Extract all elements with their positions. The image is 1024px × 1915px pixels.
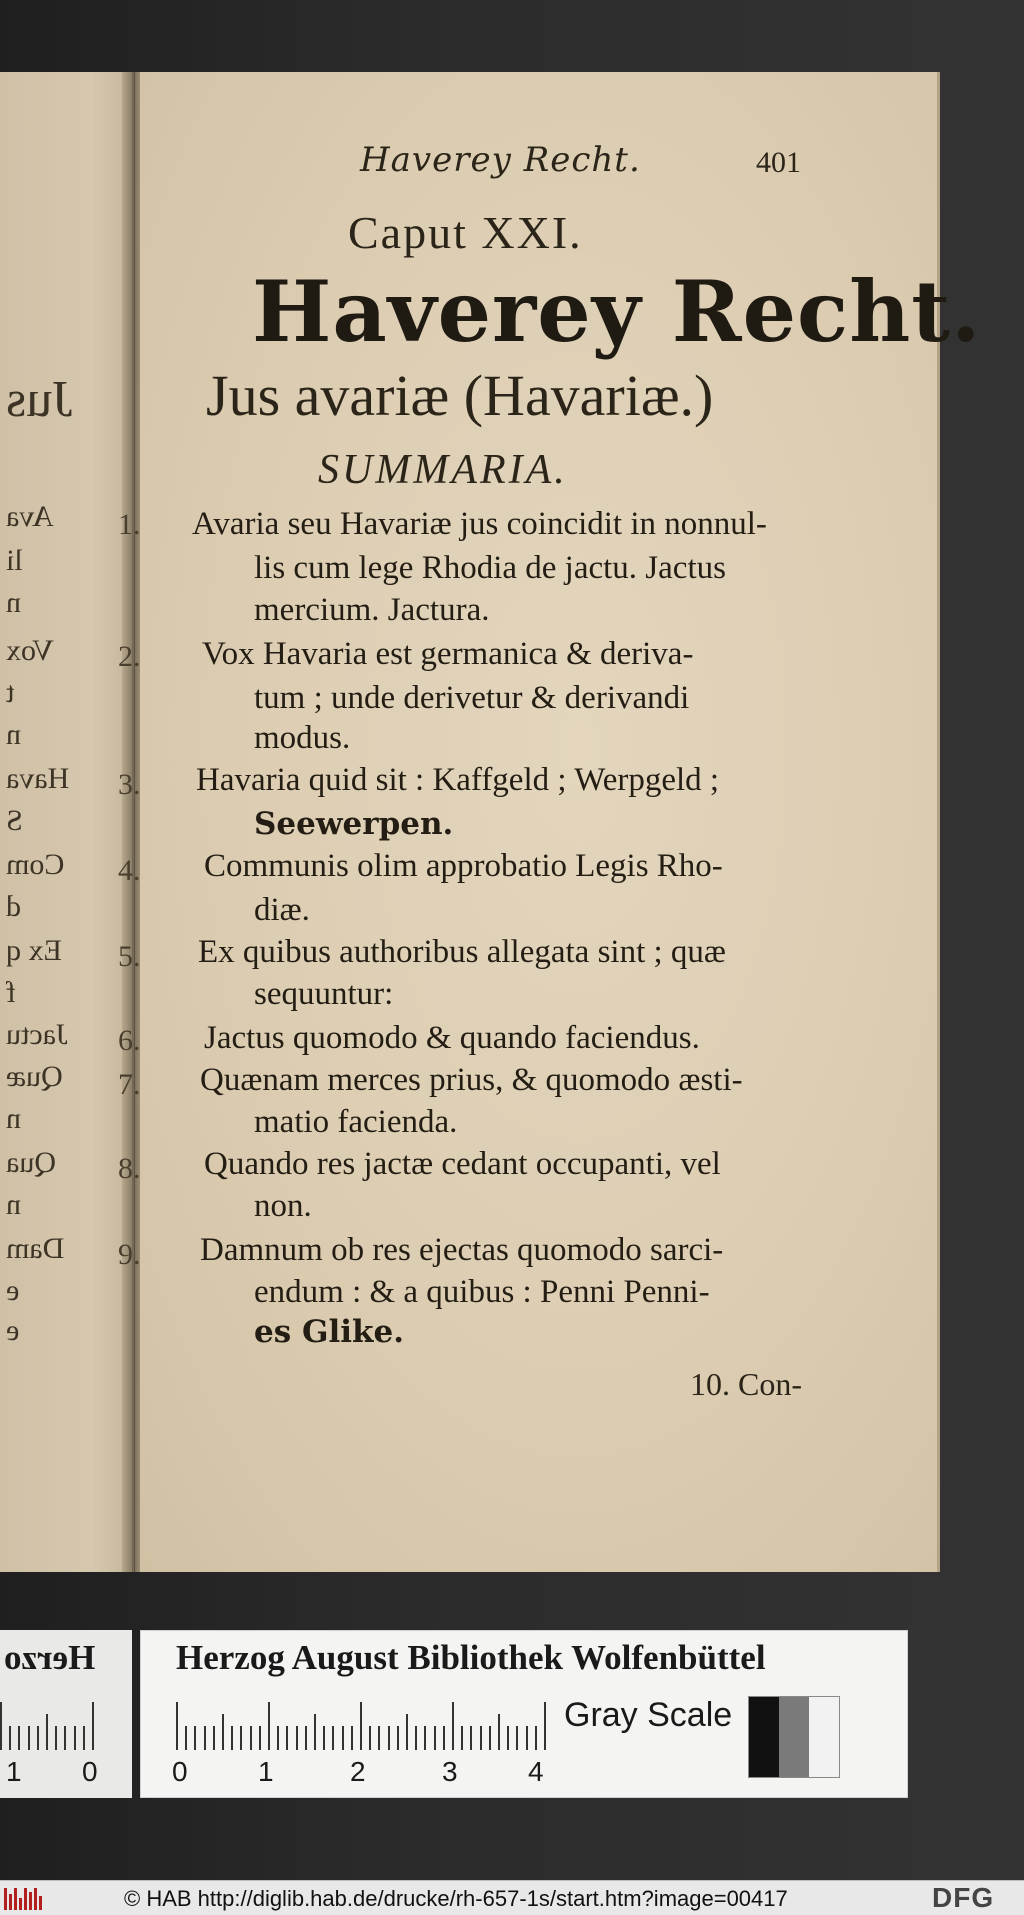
ruler-tick [296, 1726, 298, 1750]
ruler-tick [305, 1726, 307, 1750]
ruler-tick [74, 1726, 76, 1750]
ruler-tick [46, 1714, 48, 1750]
ruler-tick [544, 1702, 546, 1750]
ruler-tick [314, 1714, 316, 1750]
ruler-tick [351, 1726, 353, 1750]
ruler-tick [415, 1726, 417, 1750]
ruler-tick [470, 1726, 472, 1750]
ruler-tick [535, 1726, 537, 1750]
left-page-text-fragment: Jus [6, 371, 73, 428]
ruler-number-left: 1 [6, 1756, 22, 1787]
ruler-tick [397, 1726, 399, 1750]
left-page-text-fragment: f [6, 976, 16, 1009]
ruler-tick [55, 1726, 57, 1750]
ruler-tick [424, 1726, 426, 1750]
ruler-tick [323, 1726, 325, 1750]
ruler-tick [194, 1726, 196, 1750]
ruler-tick [28, 1726, 30, 1750]
left-page-text-fragment: Ex q [6, 934, 62, 967]
measurement-ruler-left [0, 1700, 100, 1750]
left-page-text-fragment: n [6, 718, 21, 751]
entry-line: Havaria quid sit : Kaffgeld ; Werpgeld ; [196, 762, 720, 798]
entry-line: Damnum ob res ejectas quomodo sarci- [200, 1232, 724, 1268]
left-page-text-fragment: Qua [6, 1146, 56, 1179]
entry-number: 5. [118, 940, 141, 973]
entry-line: modus. [254, 720, 351, 756]
ruler-tick [64, 1726, 66, 1750]
entry-line: tum ; unde derivetur & derivandi [254, 680, 690, 716]
ruler-tick [185, 1726, 187, 1750]
chapter-heading: Caput XXI. [348, 207, 583, 258]
binding-line [134, 72, 135, 1572]
entry-line: Vox Havaria est germanica & deriva- [202, 636, 694, 672]
entry-line: Quando res jactæ cedant occupanti, vel [204, 1146, 721, 1182]
gray-scale-swatches [748, 1696, 840, 1778]
ruler-tick [0, 1702, 2, 1750]
ruler-number: 4 [528, 1756, 544, 1787]
ruler-tick [286, 1726, 288, 1750]
left-page-text-fragment: S [6, 804, 23, 837]
ruler-tick [204, 1726, 206, 1750]
entry-number: 9. [118, 1238, 141, 1271]
entry-number: 7. [118, 1068, 141, 1101]
entry-line: Seewerpen. [254, 806, 454, 842]
left-page-text-fragment: Ava [6, 500, 54, 533]
summary-heading: SUMMARIA. [318, 447, 568, 493]
ruler-tick [369, 1726, 371, 1750]
ruler-tick [498, 1714, 500, 1750]
chapter-title: Haverey Recht. [252, 262, 982, 361]
entry-number: 6. [118, 1024, 141, 1057]
ruler-tick [388, 1726, 390, 1750]
left-page-text-fragment: d [6, 890, 21, 923]
left-page-text-fragment: Jactu [6, 1018, 68, 1051]
ruler-tick [277, 1726, 279, 1750]
gray-scale-label: Gray Scale [564, 1696, 733, 1734]
ruler-tick [83, 1726, 85, 1750]
entry-line: Communis olim approbatio Legis Rho- [204, 848, 723, 884]
institution-name-left: Herzo [4, 1638, 96, 1677]
entry-line: matio facienda. [254, 1104, 458, 1140]
ruler-number: 3 [442, 1756, 458, 1787]
left-page-text-fragment: Hava [6, 762, 70, 795]
running-header: Haverey Recht. [360, 140, 641, 180]
left-page-text-fragment: Quæ [6, 1060, 63, 1093]
ruler-tick [443, 1726, 445, 1750]
ruler-tick [360, 1702, 362, 1750]
entry-line: Avaria seu Havariæ jus coincidit in nonnul- [192, 506, 767, 542]
ruler-tick [176, 1702, 178, 1750]
left-page-text-fragment: t [6, 676, 15, 709]
ruler-tick [526, 1726, 528, 1750]
entry-line: Ex quibus authoribus allegata sint ; quæ [198, 934, 726, 970]
page-number: 401 [756, 146, 801, 179]
entry-line: Jactus quomodo & quando faciendus. [204, 1020, 700, 1056]
ruler-tick [332, 1726, 334, 1750]
entry-line: es Glike. [254, 1314, 404, 1350]
ruler-tick [240, 1726, 242, 1750]
ruler-tick [489, 1726, 491, 1750]
dfg-logo: DFG [932, 1882, 995, 1913]
entry-line: non. [254, 1188, 312, 1224]
left-page-spine [122, 72, 132, 1572]
left-page-text-fragment: Dam [6, 1232, 65, 1265]
entry-number: 1. [118, 508, 141, 541]
ruler-tick [480, 1726, 482, 1750]
ruler-tick [250, 1726, 252, 1750]
left-page-text-fragment: n [6, 1102, 21, 1135]
entry-number: 4. [118, 854, 141, 887]
gray-swatch-light [809, 1697, 839, 1777]
barcode-logo-icon [4, 1885, 44, 1910]
measurement-ruler [176, 1700, 546, 1750]
entry-number: 2. [118, 640, 141, 673]
ruler-tick [259, 1726, 261, 1750]
entry-line: Quænam merces prius, & quomodo æsti- [200, 1062, 743, 1098]
ruler-tick [507, 1726, 509, 1750]
ruler-tick [342, 1726, 344, 1750]
ruler-tick [9, 1726, 11, 1750]
gray-swatch-mid [779, 1697, 809, 1777]
ruler-tick [406, 1714, 408, 1750]
left-page-text-fragment: e [6, 1314, 20, 1347]
catchword: 10. Con- [690, 1366, 802, 1402]
footer-credit-link[interactable]: © HAB http://diglib.hab.de/drucke/rh-657-1s/start.htm?image=00417 [124, 1886, 788, 1911]
ruler-tick [268, 1702, 270, 1750]
ruler-tick [213, 1726, 215, 1750]
left-page-text-fragment: li [6, 544, 23, 577]
ruler-tick [516, 1726, 518, 1750]
entry-number: 3. [118, 768, 141, 801]
ruler-tick [452, 1702, 454, 1750]
left-page-text-fragment: n [6, 1188, 21, 1221]
entry-line: mercium. Jactura. [254, 592, 490, 628]
ruler-tick [461, 1726, 463, 1750]
entry-line: lis cum lege Rhodia de jactu. Jactus [254, 550, 726, 586]
latin-title: Jus avariæ (Havariæ.) [206, 363, 714, 428]
entry-line: sequuntur: [254, 976, 394, 1012]
ruler-number-left: 0 [82, 1756, 98, 1787]
ruler-tick [92, 1702, 94, 1750]
entry-line: diæ. [254, 892, 310, 928]
ruler-tick [222, 1714, 224, 1750]
ruler-tick [37, 1726, 39, 1750]
entry-number: 8. [118, 1152, 141, 1185]
ruler-number: 1 [258, 1756, 274, 1787]
ruler-number: 2 [350, 1756, 366, 1787]
ruler-number: 0 [172, 1756, 188, 1787]
institution-name: Herzog August Bibliothek Wolfenbüttel [176, 1638, 766, 1677]
left-page-text-fragment: e [6, 1274, 20, 1307]
left-page-text-fragment: n [6, 586, 21, 619]
ruler-tick [434, 1726, 436, 1750]
ruler-tick [231, 1726, 233, 1750]
entry-line: endum : & a quibus : Penni Penni- [254, 1274, 710, 1310]
ruler-tick [18, 1726, 20, 1750]
ruler-tick [378, 1726, 380, 1750]
left-page-text-fragment: Com [6, 848, 65, 881]
left-page-text-fragment: Vox [6, 634, 54, 667]
gray-swatch-dark [749, 1697, 779, 1777]
